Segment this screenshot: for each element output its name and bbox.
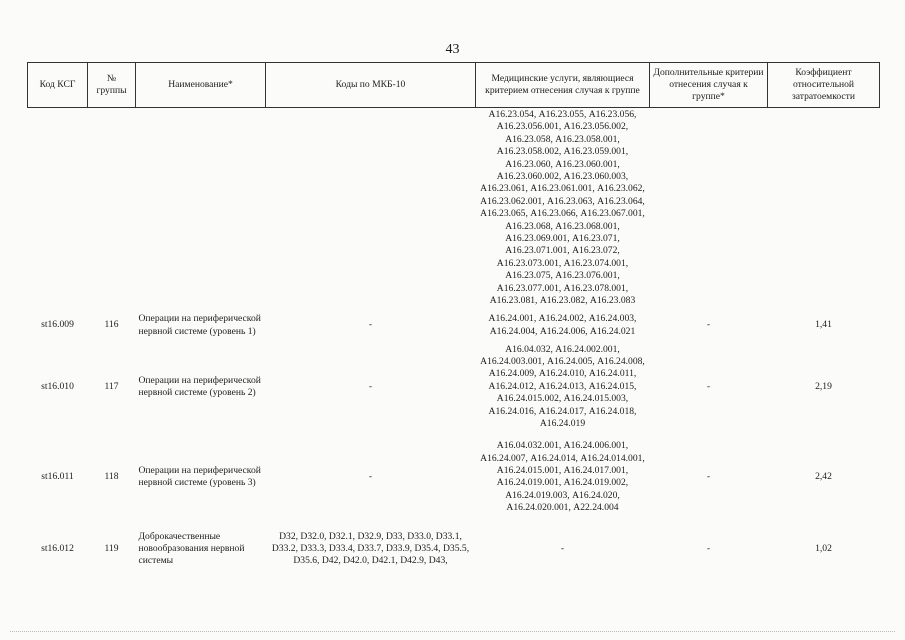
cell-group-number: 116	[104, 319, 119, 331]
table-row	[28, 524, 880, 574]
cell-name: Операции на периферической нервной системе (уровень 3)	[138, 465, 261, 489]
cell-mkb-codes: -	[368, 319, 373, 331]
cell-group-number: 118	[104, 471, 119, 483]
header-name: Наименование*	[136, 63, 266, 108]
table-row	[28, 344, 880, 431]
cell-ksg-code: st16.010	[41, 380, 74, 392]
cell-services: А16.04.032.001, А16.24.006.001, А16.24.007, А16.24.014, А16.24.014.001, А16.24.015.001, А16.24.017.001, А16.24.019.001, А16.24.019.002, А16.24.019.003, А16.24.020, А16.24.020.001, А22.24.004	[480, 440, 645, 514]
cell-mkb-codes: -	[368, 471, 373, 483]
cell-mkb-codes: D32, D32.0, D32.1, D32.9, D33, D33.0, D33.1, D33.2, D33.3, D33.4, D33.7, D33.9, D35.4, D35.5, D35.6, D42, D42.0, D42.1, D42.9, D43,	[271, 531, 470, 567]
cell-services: -	[560, 543, 565, 555]
header-coefficient: Коэффициент относительной затратоемкости	[768, 63, 880, 108]
cell-coefficient: 2,42	[815, 471, 832, 483]
table-row	[28, 430, 880, 524]
header-mkb-codes: Коды по МКБ-10	[266, 63, 476, 108]
cell-ksg-code: st16.009	[41, 319, 74, 331]
cell-extra-criteria: -	[706, 543, 711, 555]
cell-group-number: 119	[104, 543, 119, 555]
cell-name: Доброкачественные новообразования нервной системы	[138, 531, 245, 567]
header-group-number: № группы	[88, 63, 136, 108]
table-row	[28, 308, 880, 344]
header-ksg-code: Код КСГ	[28, 63, 88, 108]
table-row-continuation	[28, 108, 880, 308]
cell-group-number: 117	[104, 380, 119, 392]
cell-services: А16.24.001, А16.24.002, А16.24.003, А16.24.004, А16.24.006, А16.24.021	[488, 313, 637, 337]
header-extra-criteria: Дополнительные критерии отнесения случая к группе*	[650, 63, 768, 108]
cell-ksg-code: st16.012	[41, 543, 74, 555]
page-number: 43	[445, 42, 460, 57]
continuation-services: А16.23.054, А16.23.055, А16.23.056, А16.23.056.001, А16.23.056.002, А16.23.058, А16.23.058.001, А16.23.058.002, А16.23.059.001, А16.23.060, А16.23.060.001, А16.23.060.002, А16.23.060.003, А16.23.061, А16.23.061.001, А16.23.062, А16.23.062.001, А16.23.063, А16.23.064, А16.23.065, А16.23.066, А16.23.067.001, А16.23.068, А16.23.068.001, А16.23.069.001, А16.23.071, А16.23.071.001, А16.23.072, А16.23.073.001, А16.23.074.001, А16.23.075, А16.23.076.001, А16.23.077.001, А16.23.078.001, А16.23.081, А16.23.082, А16.23.083	[480, 109, 645, 307]
cell-coefficient: 2,19	[815, 380, 832, 392]
cell-services: А16.04.032, А16.24.002.001, А16.24.003.001, А16.24.005, А16.24.008, А16.24.009, А16.24.010, А16.24.011, А16.24.012, А16.24.013, А16.24.015, А16.24.015.002, А16.24.015.003, А16.24.016, А16.24.017, А16.24.018, А16.24.019	[480, 343, 645, 429]
cell-coefficient: 1,41	[815, 319, 832, 331]
cell-extra-criteria: -	[706, 471, 711, 483]
header-services: Медицинские услуги, являющиеся критерием отнесения случая к группе	[476, 63, 650, 108]
cell-extra-criteria: -	[706, 319, 711, 331]
scan-edge-divider	[10, 631, 895, 632]
ksg-table	[27, 62, 880, 574]
cell-extra-criteria: -	[706, 380, 711, 392]
table-header-row	[28, 63, 880, 108]
cell-ksg-code: st16.011	[41, 471, 74, 483]
cell-coefficient: 1,02	[815, 543, 832, 555]
cell-mkb-codes: -	[368, 380, 373, 392]
cell-name: Операции на периферической нервной системе (уровень 2)	[138, 374, 261, 398]
cell-name: Операции на периферической нервной системе (уровень 1)	[138, 313, 261, 337]
